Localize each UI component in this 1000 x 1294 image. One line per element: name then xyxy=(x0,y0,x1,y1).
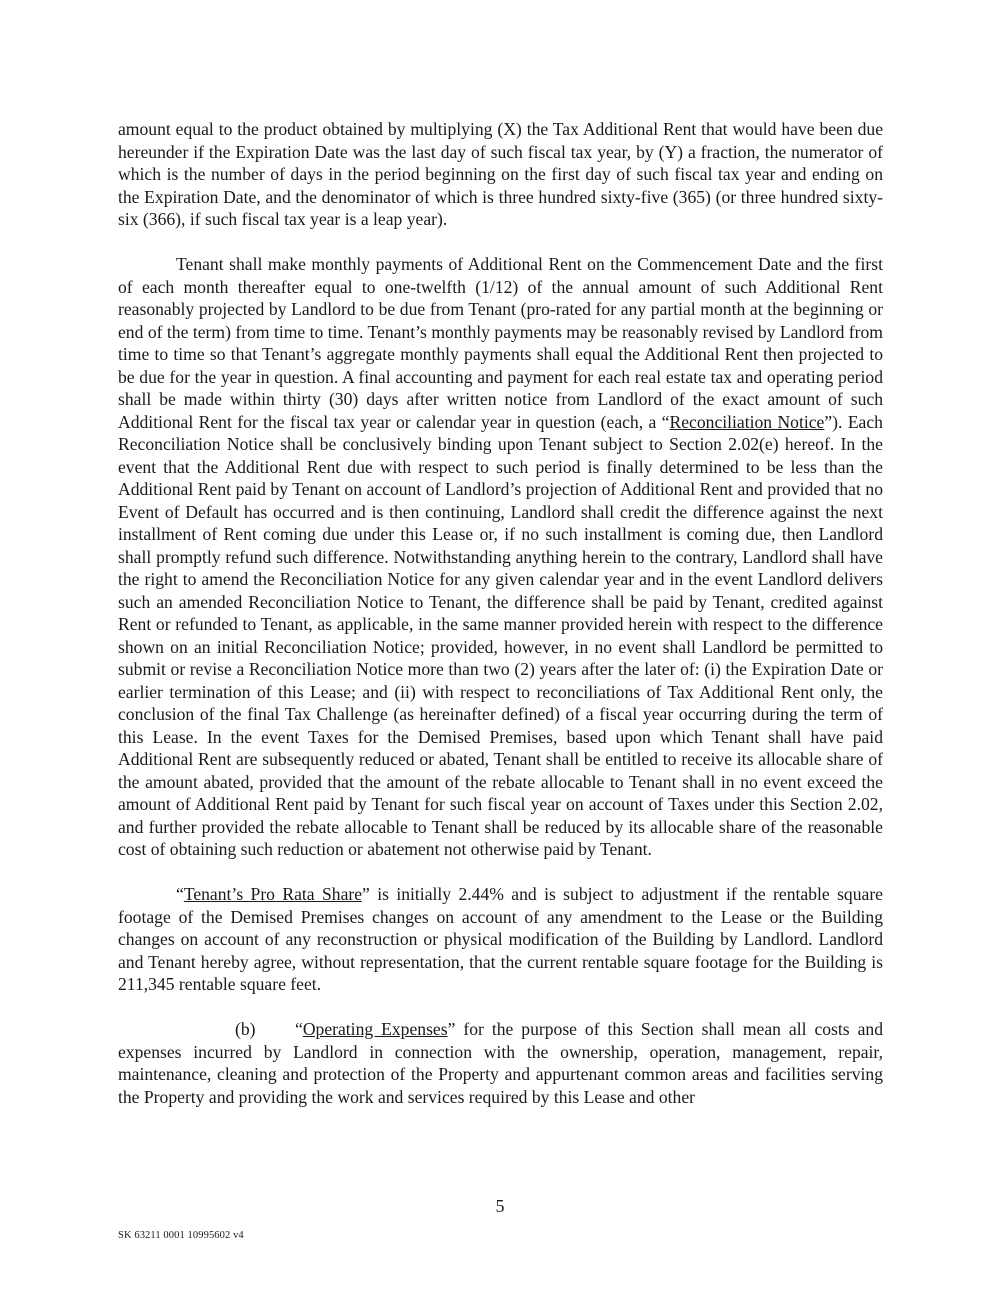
paragraph-operating-expenses xyxy=(118,1018,883,1108)
paragraph-text: ” is initially 2.44% and is subject to adjustment if the rentable square footage of the Demised Premises changes on account of any amendment to the Lease or the Building changes on account of any reconstruction or physical modification of the Building by Landlord. Landlord and Tenant hereby agree, without representation, that the current rentable square footage for the Building is 211,345 rentable square feet. xyxy=(118,884,883,994)
paragraph-monthly-payments xyxy=(118,253,883,861)
defined-term-reconciliation-notice: Reconciliation Notice xyxy=(669,411,825,432)
subsection-label: (b) xyxy=(235,1019,256,1039)
document-page xyxy=(118,118,883,1108)
paragraph-text: ”). Each Reconciliation Notice shall be conclusively binding upon Tenant subject to Section 2.02(e) hereof. In the event that the Additional Rent due with respect to such period is finally determined to be less than the Additional Rent paid by Tenant on account of Landlord’s projection of Additional Rent and provided that no Event of Default has occurred and is then continuing, Landlord shall credit the difference against the next installment of Rent coming due under this Lease or, if no such installment is coming due, then Landlord shall promptly refund such difference. Notwithstanding anything herein to the contrary, Landlord shall have the right to amend the Reconciliation Notice for any given calendar year and in the event Landlord delivers such an amended Reconciliation Notice to Tenant, the difference shall be paid by Tenant, credited against Rent or refunded to Tenant, as applicable, in the same manner provided herein with respect to the difference shown on an initial Reconciliation Notice; provided, however, in no event shall Landlord be permitted to submit or revise a Reconciliation Notice more than two (2) years after the later of: (i) the Expiration Date or earlier termination of this Lease; and (ii) with respect to reconciliations of Tax Additional Rent only, the conclusion of the final Tax Challenge (as hereinafter defined) of a fiscal year occurring during the term of this Lease. In the event Taxes for the Demised Premises, based upon which Tenant shall have paid Additional Rent are subsequently reduced or abated, Tenant shall be entitled to receive its allocable share of the amount abated, provided that the amount of the rebate allocable to Tenant shall in no event exceed the amount of Additional Rent paid by Tenant for such fiscal year on account of Taxes under this Section 2.02, and further provided the rebate allocable to Tenant shall be reduced by its allocable share of the reasonable cost of obtaining such reduction or abatement not otherwise paid by Tenant. xyxy=(118,411,883,859)
open-quote: “ xyxy=(176,884,184,904)
paragraph-text: Tenant shall make monthly payments of Additional Rent on the Commencement Date and the first of each month thereafter equal to one-twelfth (1/12) of the annual amount of such Additional Rent reasonably projected by Landlord to be due from Tenant (pro-rated for any partial month at the beginning or end of the term) from time to time. Tenant’s monthly payments may be reasonably revised by Landlord from time to time so that Tenant’s aggregate monthly payments shall equal the Additional Rent then projected to be due for the year in question. A final accounting and payment for each real estate tax and operating period shall be made within thirty (30) days after written notice from Landlord of the exact amount of such Additional Rent for the fiscal tax year or calendar year in question (each, a “ xyxy=(118,254,883,432)
page-number: 5 xyxy=(495,1196,505,1216)
open-quote: “ xyxy=(295,1019,303,1039)
defined-term-pro-rata-share: Tenant’s Pro Rata Share xyxy=(183,884,363,904)
paragraph-text: ” for the purpose of this Section shall mean all costs and expenses incurred by Landlord in connection with the ownership, operation, management, repair, maintenance, cleaning and protection of the Property and appurtenant common areas and facilities serving the Property and providing the work and services required by this Lease and other xyxy=(118,1019,883,1107)
paragraph-tax-proration: amount equal to the product obtained by multiplying (X) the Tax Additional Rent that would have been due hereunder if the Expiration Date was the last day of such fiscal tax year, by (Y) a fraction, the numerator of which is the number of days in the period beginning on the first day of such fiscal tax year and ending on the Expiration Date, and the denominator of which is three hundred sixty-five (365) (or three hundred sixty-six (366), if such fiscal tax year is a leap year). xyxy=(118,119,883,229)
document-id: SK 63211 0001 10995602 v4 xyxy=(118,1230,244,1241)
paragraph-pro-rata-share xyxy=(118,883,883,996)
defined-term-operating-expenses: Operating Expenses xyxy=(302,1019,448,1039)
